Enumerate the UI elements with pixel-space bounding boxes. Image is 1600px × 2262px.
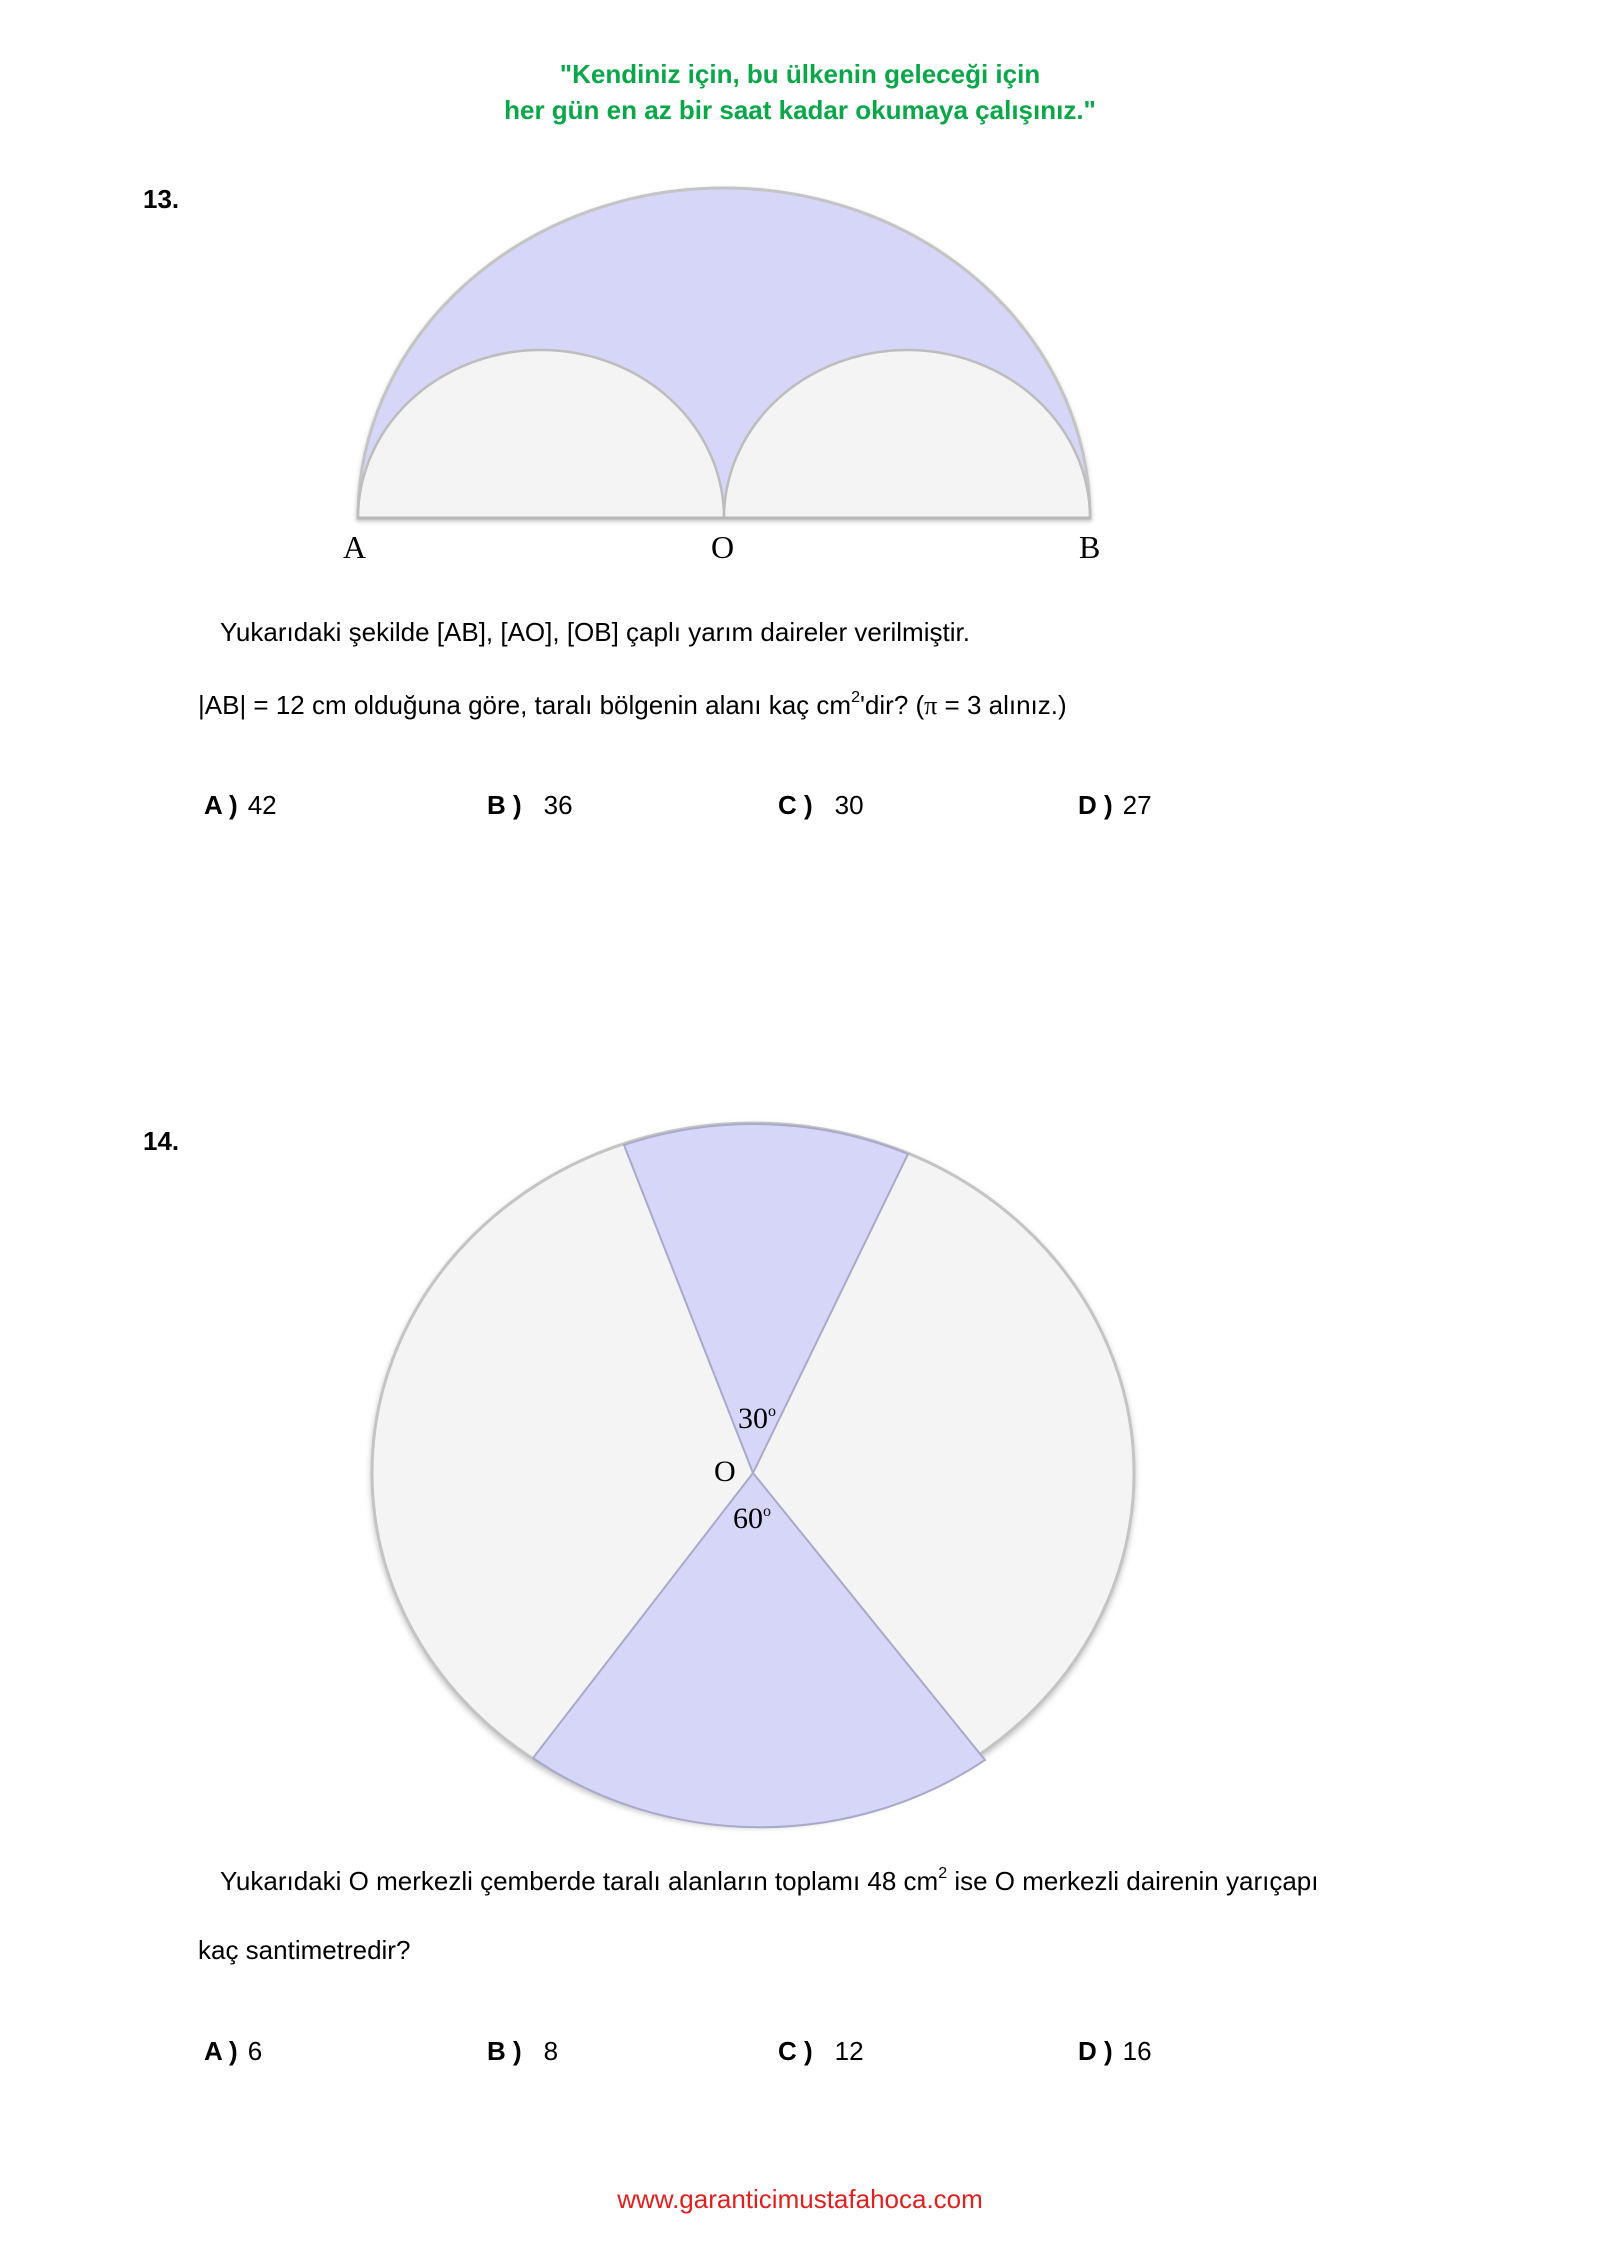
q13-label-b: B bbox=[1079, 529, 1101, 565]
q14-text-line-1: Yukarıdaki O merkezli çemberde taralı alanların toplamı 48 $cm^2$ ise O merkezli dairenin yarıçapı bbox=[220, 1865, 1319, 1896]
q13-text-line-1: Yukarıdaki şekilde [AB], [AO], [OB] çaplı yarım daireler verilmiştir. bbox=[220, 617, 970, 647]
q14-option-c[interactable]: C ) 12 bbox=[778, 2036, 864, 2066]
q14-label-o: O bbox=[714, 1455, 736, 1488]
quote-line-2: her gün en az bir saat kadar okumaya çalışınız." bbox=[504, 95, 1096, 125]
q14-text-line-2: kaç santimetredir? bbox=[198, 1935, 411, 1965]
q13-option-a[interactable]: A ) 42 bbox=[204, 790, 277, 820]
q13-label-a: A bbox=[343, 529, 367, 565]
question-14-number: 14. bbox=[143, 1126, 180, 1156]
footer-url[interactable]: www.garanticimustafahoca.com bbox=[617, 2184, 983, 2214]
q14-angle-30: 30o bbox=[738, 1402, 776, 1435]
q13-label-o: O bbox=[711, 529, 735, 565]
q13-option-c[interactable]: C ) 30 bbox=[778, 790, 864, 820]
quote-line-1: "Kendiniz için, bu ülkenin geleceği için bbox=[559, 59, 1041, 89]
q13-option-d[interactable]: D ) 27 bbox=[1078, 790, 1152, 820]
q14-option-b[interactable]: B ) 8 bbox=[487, 2036, 559, 2066]
q13-option-b[interactable]: B ) 36 bbox=[487, 790, 573, 820]
q14-angle-60: 60o bbox=[733, 1502, 771, 1535]
q13-text-line-2: |AB| = 12 cm olduğuna göre, taralı bölgenin alanı kaç $cm^2'dir$? (π = 3 alınız.) bbox=[198, 689, 1067, 720]
question-13-number: 13. bbox=[143, 184, 180, 214]
q14-option-d[interactable]: D ) 16 bbox=[1078, 2036, 1152, 2066]
q14-option-a[interactable]: A ) 6 bbox=[204, 2036, 263, 2066]
